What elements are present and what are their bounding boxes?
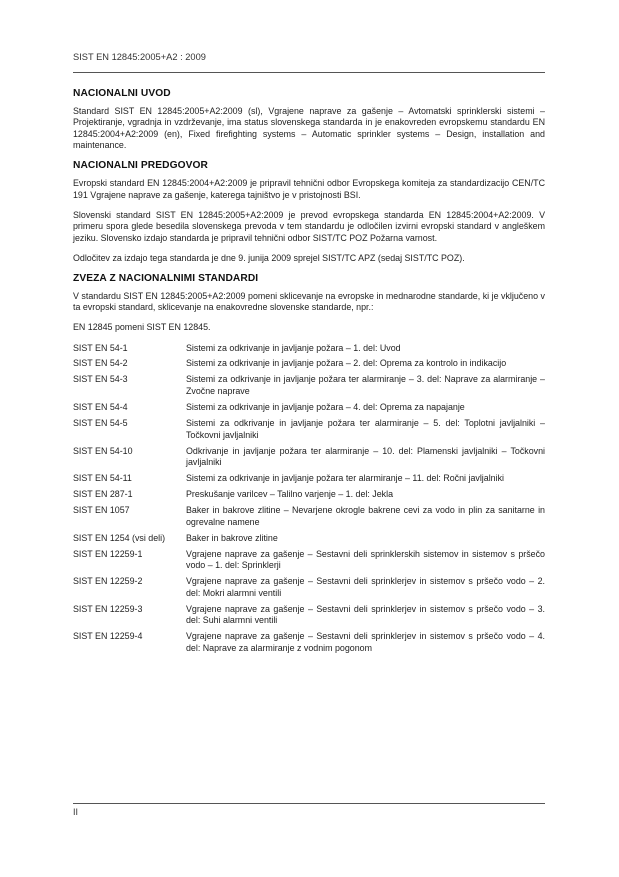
standards-row [73,402,545,418]
section-nacionalni-uvod [73,88,545,152]
section-nacionalni-predgovor [73,160,545,264]
section-heading: ZVEZA Z NACIONALNIMI STANDARDI [73,273,259,285]
standards-row [73,576,545,604]
standard-code: SIST EN 54-10 [73,445,133,456]
standards-row [73,473,545,489]
paragraph: Slovenski standard SIST EN 12845:2005+A2:2009 je prevod evropskega standarda EN 12845:2004+A2:2009. V primeru spora glede besedila slovenskega prevoda v tem standardu je odločilen izvirni evropski standard v angleškem jeziku. Slovensko izdajo standarda je pripravil tehnični odbor SIST/TC POZ Požarna varnost. [73,209,545,243]
standard-title: Sistemi za odkrivanje in javljanje požara – 4. del: Oprema za napajanje [186,402,465,413]
paragraph: Odločitev za izdajo tega standarda je dne 9. junija 2009 sprejel SIST/TC APZ (sedaj SIST/TC POZ). [73,253,465,264]
standards-row [73,358,545,374]
standards-row [73,418,545,446]
standard-title: Vgrajene naprave za gašenje – Sestavni deli sprinklerjev in sistemov s pršečo vodo – 2. del: Mokri alarmni ventili [186,576,545,598]
section-heading: NACIONALNI UVOD [73,88,171,99]
standard-title: Sistemi za odkrivanje in javljanje požara – 2. del: Oprema za kontrolo in indikacijo [186,358,507,369]
standard-title: Vgrajene naprave za gašenje – Sestavni deli sprinklerskih sistemov in sistemov s pršečo vodo – 1. del: Sprinklerji [186,548,545,571]
standard-code: SIST EN 12259-4 [73,631,143,642]
standards-row [73,533,545,549]
standards-row [73,343,545,359]
standard-title: Preskušanje varilcev – Talilno varjenje – 1. del: Jekla [186,489,394,500]
paragraph: Standard SIST EN 12845:2005+A2:2009 (sl), Vgrajene naprave za gašenje – Avtomatski sprinklerski sistemi – Projektiranje, vgradnja in vzdrževanje, ima status slovenskega standarda in je enakovreden evropskemu standardu EN 12845:2004+A2:2009 (en), Fixed firefighting systems – Automatic sprinkler systems – Design, installation and maintenance. [73,105,545,151]
paragraph: EN 12845 pomeni SIST EN 12845. [73,322,211,333]
standard-title: Sistemi za odkrivanje in javljanje požara – 1. del: Uvod [186,342,401,353]
standard-title: Sistemi za odkrivanje in javljanje požara ter alarmiranje – 3. del: Naprave za alarmiranje – Zvočne naprave [186,374,545,397]
footer-rule [73,803,545,804]
standards-row [73,505,545,533]
section-zveza-z-nacionalnimi-standardi [73,273,545,659]
standards-row [73,631,545,659]
standard-code: SIST EN 54-4 [73,402,128,413]
standard-title: Sistemi za odkrivanje in javljanje požara ter alarmiranje – 5. del: Toplotni javljalniki – Točkovni javljalniki [186,418,545,440]
standard-code: SIST EN 287-1 [73,489,133,500]
standard-code: SIST EN 12259-1 [73,548,143,559]
standards-row [73,446,545,474]
standards-row [73,604,545,632]
page-content [73,88,545,659]
standard-title: Baker in bakrove zlitine – Nevarjene okrogle bakrene cevi za vodo in plin za sanitarne in ogrevalne namene [186,505,545,527]
standards-row [73,489,545,505]
paragraph: V standardu SIST EN 12845:2005+A2:2009 pomeni sklicevanje na evropske in mednarodne standarde, ki je vključeno v ta evropski standard, sklicevanje na enakovredne slovenske standarde, npr.: [73,290,545,313]
standard-title: Baker in bakrove zlitine [186,532,278,543]
standards-row [73,549,545,577]
standard-title: Vgrajene naprave za gašenje – Sestavni deli sprinklerjev in sistemov s pršečo vodo – 4. del: Naprave za alarmiranje z vodnim pogonom [186,631,545,654]
standard-title: Sistemi za odkrivanje in javljanje požara ter alarmiranje – 11. del: Ročni javljalniki [186,473,505,484]
standard-code: SIST EN 1254 (vsi deli) [73,532,166,543]
standard-code: SIST EN 54-3 [73,374,128,385]
standard-code: SIST EN 54-11 [73,473,132,484]
page-number: II [73,807,79,817]
section-heading: NACIONALNI PREDGOVOR [73,160,209,172]
standard-code: SIST EN 12259-2 [73,576,143,587]
standards-row [73,374,545,402]
standard-code: SIST EN 54-2 [73,358,128,369]
standard-code: SIST EN 1057 [73,505,130,516]
paragraph: Evropski standard EN 12845:2004+A2:2009 je pripravil tehnični odbor Evropskega komiteja za standardizacijo CEN/TC 191 Vgrajene naprave za gašenje, katerega tajništvo je v pristojnosti BSI. [73,178,545,200]
header-rule [73,72,545,73]
standard-title: Odkrivanje in javljanje požara ter alarmiranje – 10. del: Plamenski javljalniki – Točkovni javljalniki [186,445,545,468]
standard-code: SIST EN 12259-3 [73,603,143,614]
standard-title: Vgrajene naprave za gašenje – Sestavni deli sprinklerjev in sistemov s pršečo vodo – 3. del: Suhi alarmni ventili [186,603,545,626]
standard-code: SIST EN 54-5 [73,418,128,429]
standard-code: SIST EN 54-1 [73,342,128,353]
running-header: SIST EN 12845:2005+A2 : 2009 [73,52,206,62]
standards-table [73,343,545,660]
